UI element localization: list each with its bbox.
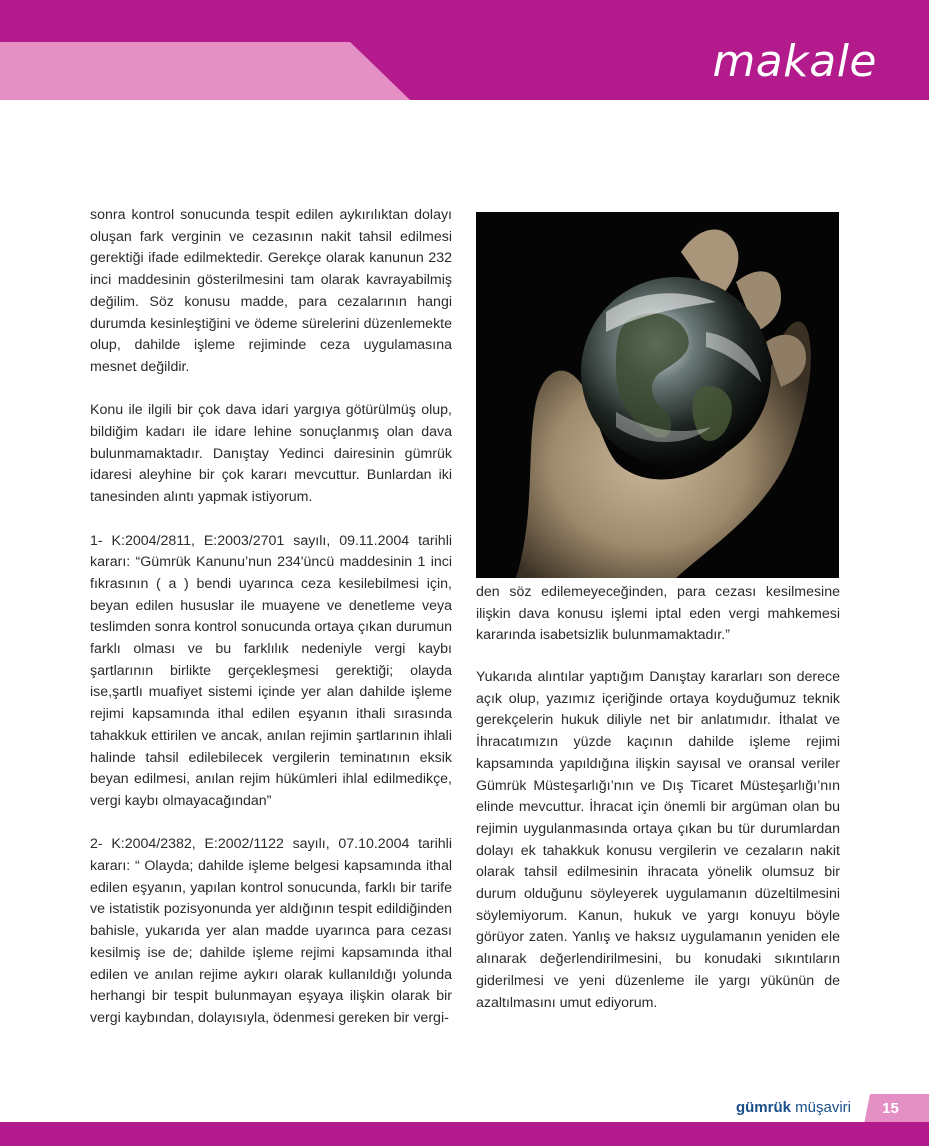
paragraph: Konu ile ilgili bir çok dava idari yargıya götürülmüş olup, bildiğim kadarı ile idare lehine sonuçlanmış olan dava bulunmamaktadır. Danıştay Yedinci dairesinin gümrük idaresi aleyhine bir çok kararı mevcuttur. Bunlardan iki tanesinden alıntı yapmak istiyorum.	[90, 402, 452, 506]
paragraph: 1- K:2004/2811, E:2003/2701 sayılı, 09.11.2004 tarihli kararı: “Gümrük Kanunu’nun 234'üncü maddesinin 1 inci fıkrasının ( a ) bendi uyarınca ceza kesilebilmesi için, beyan edilen hususlar ile muayene ve denetleme veya teslimden sonra kontrol sonucunda ortaya çıkan durumun farklı olması ve bu farklılık nedeniyle vergi kaybı şartlarının birlikte gerçekleşmesi gerektiği; olayda ise,şartlı muafiyet sistemi içinde yer alan dahilde işleme rejimi kapsamında ithal edilen eşyanın ithali sırasında tahakkuk ettirilen ve ancak, anılan rejimin şartlarının ihlali halinde tahsil edilebilecek vergilerin teminatının eksik beyan edilmesi, anılan rejim hükümleri ihlal edilmedikçe, vergi kaybı olmayacağından”	[90, 532, 452, 809]
section-title: makale	[712, 36, 877, 87]
brand-light: müşaviri	[795, 1099, 851, 1116]
hand-globe-photo	[476, 212, 839, 578]
paragraph: den söz edilemeyeceğinden, para cezası kesilmesine ilişkin dava konusu işlemi iptal eden vergi mahkemesi kararında isabetsizlik bulunmamaktadır.”	[476, 584, 840, 644]
left-column	[90, 205, 452, 1051]
right-column-continuation	[476, 582, 840, 669]
footer-bar	[0, 1122, 929, 1146]
right-column	[476, 667, 840, 1036]
brand-bold: gümrük	[735, 1099, 791, 1116]
paragraph: Yukarıda alıntılar yaptığım Danıştay kararları son derece açık olup, yazımız içeriğinde ortaya koyduğumuz teknik gerekçelerin hukuk diliyle net bir anlatımıdır. İthalat ve İhracatımızın yüzde kaçının dahilde işleme rejimi kapsamında yapıldığına ilişkin sayısal ve oransal veriler Gümrük Müsteşarlığı’nın ve Dış Ticaret Müsteşarlığı’nın elinde mevcuttur. İhracat için önemli bir argüman olan bu rejimin uygulanmasında ortaya çıkan bu tür durumlardan dolayı ek tahakkuk konusu vergilerin ve cezaların nakit olarak tahsil edilmesinin ihracata yönelik olumsuz bir durum olduğunu söyleyerek uygulamanın düzeltilmesini söylemiyorum. Kanun, hukuk ve yargı konuyu böyle görüyor zaten. Yanlış ve haksız uygulamanın yeniden ele alınarak değerlendirilmesini, bu konudaki sıkıntıların giderilmesi ve yeni düzenleme ile yargı yükünün de azaltılmasını umut ediyorum.	[476, 669, 840, 1011]
paragraph: sonra kontrol sonucunda tespit edilen aykırılıktan dolayı oluşan fark verginin ve cezasının nakit tahsil edilmesi gerektiği ifade edilmektedir. Gerekçe olarak kanunun 232 inci maddesinin gösterilmesini tam olarak kavrayabilmiş değilim. Söz konusu madde, para cezalarının hangi durumda kesinleştiğini ve ödeme sürelerini düzenlemekte olup, dahilde işleme rejiminde ceza uygulamasına mesnet değildir.	[90, 207, 452, 375]
paragraph: 2- K:2004/2382, E:2002/1122 sayılı, 07.10.2004 tarihli kararı: “ Olayda; dahilde işleme belgesi kapsamında ithal edilen eşyanın, yapılan kontrol sonucunda, farklı bir tarife ve istatistik pozisyonunda yer aldığının tespit edildiğinden bahisle, yukarıda yer alan madde uyarınca para cezası kesilmiş ise de; dahilde işleme rejimi kapsamında ithal edilen ve anılan rejime aykırı olarak kullanıldığı yolunda herhangi bir tespit bulunmayan eşyaya ilişkin olarak bir vergi kaybından, dolayısıyla, ödenmesi gereken bir vergi-	[90, 836, 452, 1026]
page-number: 15	[882, 1100, 899, 1117]
magazine-brand	[736, 1099, 851, 1116]
